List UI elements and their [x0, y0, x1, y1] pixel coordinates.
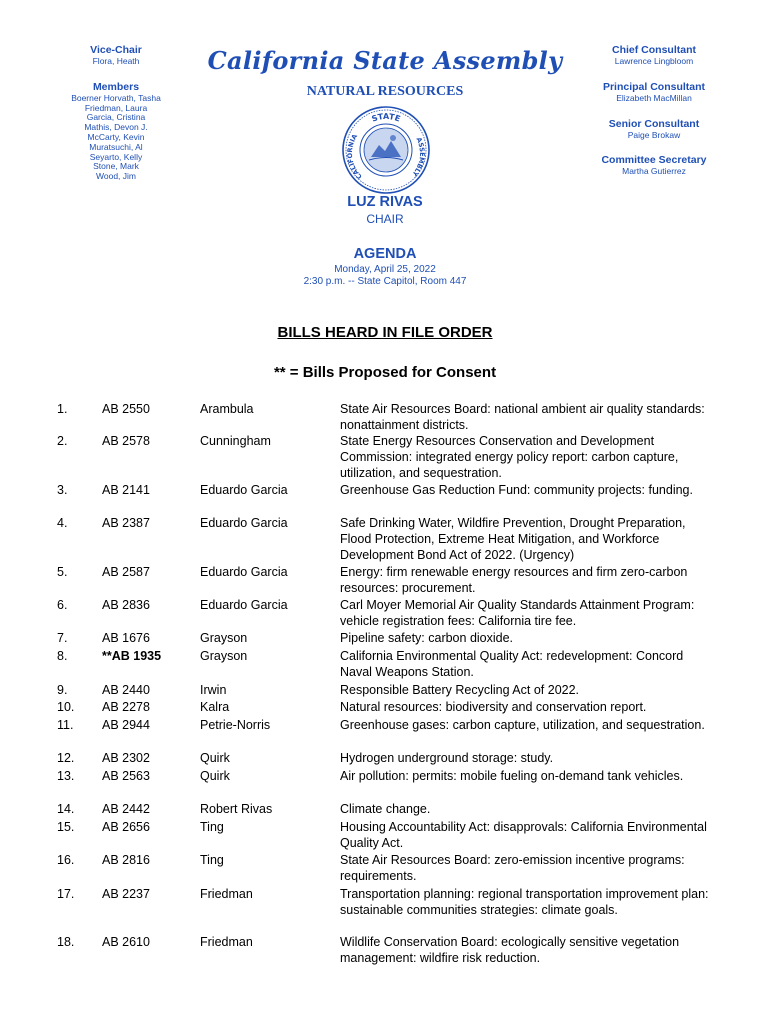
bill-number: 17.	[57, 887, 75, 901]
bill-author: Grayson	[200, 649, 248, 663]
consent-note-heading: ** = Bills Proposed for Consent	[273, 364, 497, 381]
committee-name: NATURAL RESOURCES	[306, 84, 464, 99]
staff-title: Committee Secretary	[601, 154, 707, 167]
staff-name: Paige Brokaw	[627, 129, 681, 140]
staff-name: Martha Gutierrez	[622, 166, 686, 177]
member-name: Stone, Mark	[93, 161, 139, 172]
staff-block	[590, 154, 718, 177]
bill-number: 5.	[57, 565, 68, 579]
bill-number: 15.	[57, 820, 75, 834]
bill-author: Cunningham	[200, 434, 271, 448]
bill-description: Housing Accountability Act: disapprovals: California Environmental Quality Act.	[340, 820, 707, 850]
bill-code: AB 2816	[102, 853, 150, 867]
bill-number: 11.	[57, 718, 74, 732]
bill-author: Friedman	[200, 935, 253, 949]
bill-description: Pipeline safety: carbon dioxide.	[340, 631, 514, 645]
assembly-title: California State Assembly	[207, 46, 563, 75]
agenda-title: AGENDA	[353, 246, 417, 262]
bill-number: 4.	[57, 516, 68, 530]
member-name: Garcia, Cristina	[86, 112, 146, 123]
seal-right-text: ASSEMBLY	[410, 136, 427, 178]
seal-top-text: STATE	[370, 111, 402, 124]
bill-number: 1.	[57, 402, 68, 416]
bill-number: 18.	[57, 935, 75, 949]
staff-title: Chief Consultant	[612, 44, 696, 56]
svg-text:STATE	[370, 112, 401, 124]
left-panel	[60, 44, 172, 196]
bill-code: AB 2578	[102, 434, 150, 448]
bill-description: Greenhouse gases: carbon capture, utilization, and sequestration.	[340, 718, 705, 732]
bill-author: Eduardo Garcia	[200, 483, 288, 497]
bill-author: Arambula	[200, 402, 254, 416]
member-name: McCarty, Kevin	[87, 131, 145, 142]
chair-name: LUZ RIVAS	[347, 194, 423, 210]
member-name: Friedman, Laura	[84, 102, 148, 113]
right-panel	[590, 44, 718, 191]
bill-description: Safe Drinking Water, Wildfire Prevention, Drought Preparation, Flood Protection, Extreme Heat Mitigation, and Workforce Development Bond Act of 2022. (Urgency)	[340, 516, 686, 562]
bill-number: 9.	[57, 683, 68, 697]
bills-heard-heading: BILLS HEARD IN FILE ORDER	[277, 324, 493, 341]
bill-number: 13.	[57, 769, 75, 783]
bill-number: 16.	[57, 853, 75, 867]
bill-code: AB 2278	[102, 700, 150, 714]
bill-description: Hydrogen underground storage: study.	[340, 751, 554, 765]
bill-code: AB 2610	[102, 935, 150, 949]
bill-code: AB 2656	[102, 820, 150, 834]
staff-block	[590, 118, 718, 141]
bill-code: AB 2836	[102, 598, 150, 612]
vice-chair-name: Flora, Heath	[92, 56, 140, 66]
staff-block	[590, 44, 718, 67]
bill-number: 8.	[57, 649, 68, 663]
hearing-time-location: 2:30 p.m. -- State Capitol, Room 447	[303, 276, 467, 287]
staff-title: Principal Consultant	[602, 80, 706, 93]
vice-chair-block	[60, 44, 172, 67]
staff-block	[590, 81, 718, 104]
assembly-seal-icon	[341, 105, 431, 195]
member-name: Wood, Jim	[96, 171, 136, 182]
bill-number: 14.	[57, 802, 75, 816]
staff-title: Senior Consultant	[608, 117, 700, 130]
bill-code: AB 2302	[102, 751, 150, 765]
bill-number: 12.	[57, 751, 75, 765]
bill-code: AB 1676	[102, 631, 150, 645]
bill-description: Climate change.	[340, 802, 431, 816]
bill-code: AB 2442	[102, 802, 150, 816]
bill-author: Grayson	[200, 631, 248, 645]
bill-number: 6.	[57, 598, 68, 612]
bill-author: Ting	[200, 853, 224, 867]
bill-number: 3.	[57, 483, 68, 497]
member-name: Muratsuchi, Al	[89, 141, 143, 152]
members-title: Members	[92, 80, 140, 93]
bill-description: Air pollution: permits: mobile fueling on-demand tank vehicles.	[340, 769, 684, 783]
staff-name: Elizabeth MacMillan	[616, 92, 692, 103]
bill-number: 7.	[57, 631, 68, 645]
bill-author: Ting	[200, 820, 224, 834]
hearing-date: Monday, April 25, 2022	[334, 264, 436, 275]
chair-role: CHAIR	[366, 212, 404, 226]
bill-author: Robert Rivas	[200, 802, 273, 816]
bill-number: 2.	[57, 434, 68, 448]
bill-code: AB 2587	[102, 565, 150, 579]
bill-code: **AB 1935	[102, 649, 162, 663]
bill-author: Kalra	[200, 700, 230, 714]
staff-name: Lawrence Lingbloom	[614, 56, 694, 66]
bill-author: Petrie-Norris	[200, 718, 271, 732]
bill-code: AB 2944	[102, 718, 150, 732]
bill-description: Natural resources: biodiversity and conservation report.	[340, 700, 647, 714]
bill-description: Greenhouse Gas Reduction Fund: community projects: funding.	[340, 483, 693, 497]
bill-code: AB 2237	[102, 887, 150, 901]
bill-description: Wildlife Conservation Board: ecologically sensitive vegetation management: wildfire risk reduction.	[340, 935, 680, 965]
bill-author: Eduardo Garcia	[200, 598, 288, 612]
bill-code: AB 2387	[102, 516, 150, 530]
member-name: Seyarto, Kelly	[89, 151, 143, 162]
bill-number: 10.	[57, 700, 75, 714]
bill-description: Energy: firm renewable energy resources and firm zero-carbon resources: procurement.	[340, 565, 688, 595]
members-block	[60, 81, 172, 182]
bill-author: Eduardo Garcia	[200, 565, 288, 579]
bill-code: AB 2440	[102, 683, 150, 697]
bill-description: Carl Moyer Memorial Air Quality Standards Attainment Program: vehicle registration fees: California tire fee.	[340, 598, 695, 628]
bill-code: AB 2563	[102, 769, 150, 783]
bill-description: State Air Resources Board: zero-emission incentive programs: requirements.	[340, 853, 685, 883]
vice-chair-title: Vice-Chair	[90, 44, 142, 56]
bill-code: AB 2550	[102, 402, 150, 416]
bill-author: Eduardo Garcia	[200, 516, 288, 530]
bill-description: State Energy Resources Conservation and Development Commission: integrated energy policy report: carbon capture, utilization, and sequestration.	[340, 434, 679, 480]
bill-author: Irwin	[200, 683, 227, 697]
seal-left-text: CALIFORNIA	[345, 132, 364, 181]
bill-description: Responsible Battery Recycling Act of 2022.	[340, 683, 580, 697]
member-name: Boerner Horvath, Tasha	[71, 92, 161, 103]
bill-description: State Air Resources Board: national ambient air quality standards: nonattainment districts.	[340, 402, 705, 432]
bill-code: AB 2141	[102, 483, 150, 497]
bill-author: Quirk	[200, 751, 230, 765]
member-name: Mathis, Devon J.	[84, 122, 148, 133]
bill-description: California Environmental Quality Act: redevelopment: Concord Naval Weapons Station.	[340, 649, 684, 679]
bill-author: Friedman	[200, 887, 253, 901]
bill-description: Transportation planning: regional transportation improvement plan: sustainable communities strategies: climate goals.	[340, 887, 709, 917]
bill-author: Quirk	[200, 769, 230, 783]
